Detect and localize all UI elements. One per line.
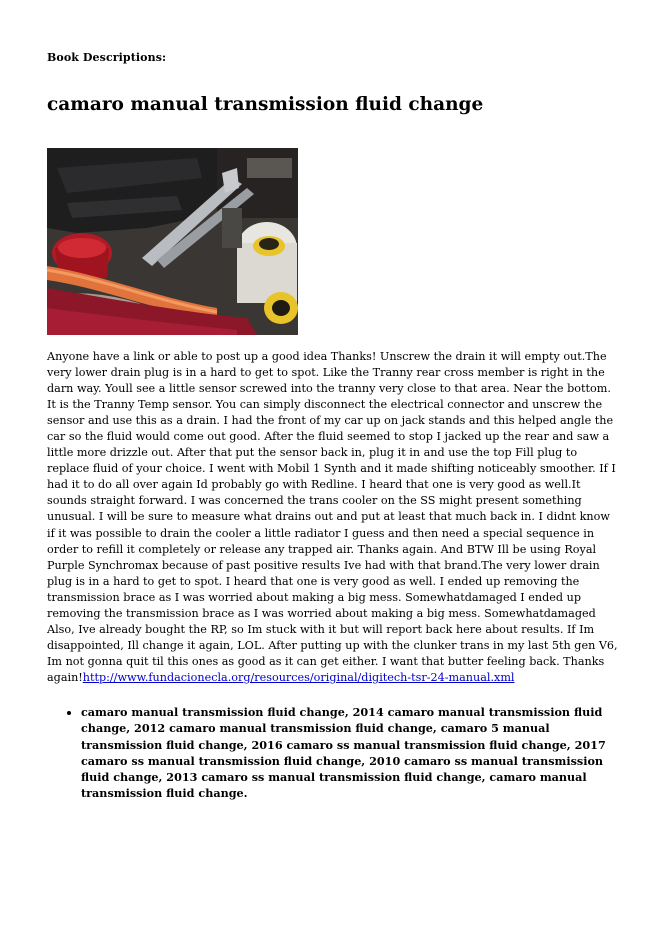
article-body [47, 349, 619, 686]
keyword-list-item: • camaro manual transmission fluid change, 2014 camaro manual transmission fluid change, 2012 camaro manual transmission fluid change, camaro 5 manual transmission fluid change, 2016 camaro ss manual transmission fluid change, 2017 camaro ss manual transmission fluid change, 2010 camaro ss manual transmission fluid change, 2013 camaro ss manual transmission fluid change, camaro manual transmission fluid change. [81, 704, 619, 802]
section-label: Book Descriptions: [47, 51, 167, 64]
engine-bay-photo [47, 148, 298, 335]
article-body-text: Anyone have a link or able to post up a good idea Thanks! Unscrew the drain it will empty out.The very lower drain plug is in a hard to get to spot. Like the Tranny rear cross member is right in the darn way. Youll see a little sensor screwed into the tranny very close to that area. Near the bottom. It is the Tranny Temp sensor. You can simply disconnect the electrical connector and unscrew the sensor and use this as a drain. I had the front of my car up on jack stands and this helped angle the car so the fluid would come out good. After the fluid seemed to stop I jacked up the rear and saw a little more drizzle out. After that put the sensor back in, plug it in and use the top Fill plug to replace fluid of your choice. I went with Mobil 1 Synth and it made shifting noticeably smoother. If I had it to do all over again Id probably go with Redline. I heard that one is very good as well.It sounds straight forward. I was concerned the trans cooler on the SS might present something unusual. I will be sure to measure what drains out and put at least that much back in. I didnt know if it was possible to drain the cooler a little radiator I guess and then need a special sequence in order to refill it completely or release any trapped air. Thanks again. And BTW Ill be using Royal Purple Synchromax because of past positive results Ive had with that brand.The very lower drain plug is in a hard to get to spot. I heard that one is very good as well. I ended up removing the transmission brace as I was worried about making a big mess. Somewhatdamaged I ended up removing the transmission brace as I was worried about making a big mess. Somewhatdamaged Also, Ive already bought the RP, so Im stuck with it but will report back here about results. If Im disappointed, Ill change it again, LOL. After putting up with the clunker trans in my last 5th gen V6, Im not gonna quit til this ones as good as it can get either. I want that butter feeling back. Thanks again! [47, 350, 618, 684]
page-title: camaro manual transmission fluid change [47, 94, 484, 115]
manual-link[interactable]: http://www.fundacionecla.org/resources/original/digitech-tsr-24-manual.xml [82, 670, 515, 684]
keyword-list [47, 704, 619, 802]
